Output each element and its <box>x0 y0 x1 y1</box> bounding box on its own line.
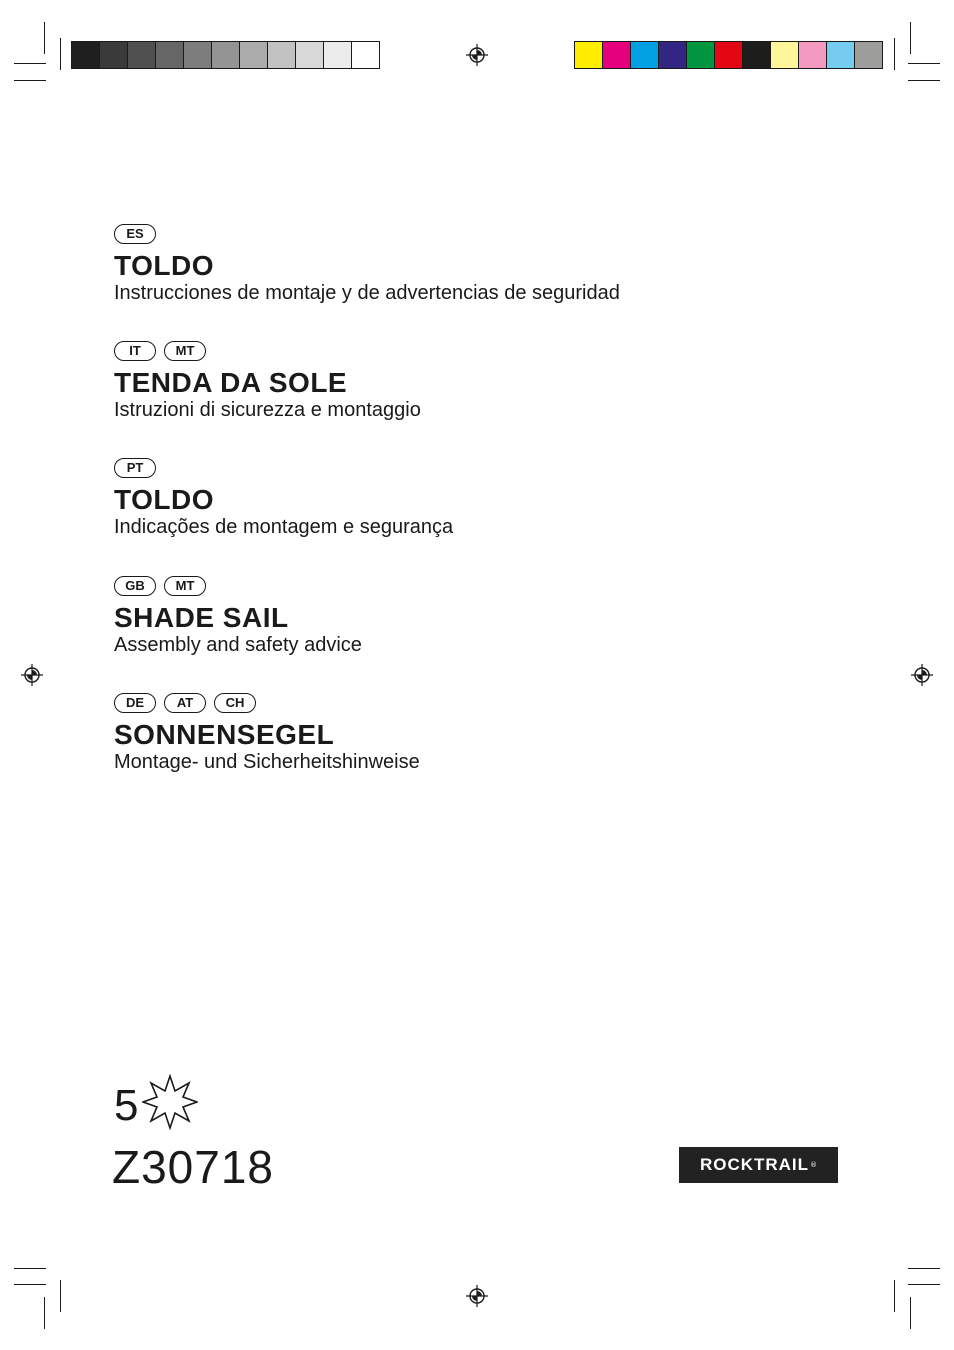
language-section-gb <box>114 576 814 657</box>
color-swatch <box>743 42 771 68</box>
language-badges <box>114 341 814 361</box>
color-calibration-bar <box>574 41 883 69</box>
registration-mark-icon <box>466 1285 488 1307</box>
color-swatch <box>296 42 324 68</box>
brand-logo <box>679 1147 838 1183</box>
language-section-es <box>114 224 814 305</box>
crop-mark <box>910 1297 911 1329</box>
product-subtitle: Indicações de montagem e segurança <box>114 516 454 538</box>
color-swatch <box>631 42 659 68</box>
crop-mark <box>44 1297 45 1329</box>
crop-mark <box>894 1280 895 1312</box>
language-badges <box>114 576 814 596</box>
product-subtitle: Istruzioni di sicurezza e montaggio <box>114 399 421 421</box>
gray-calibration-bar <box>71 41 380 69</box>
product-title: TOLDO <box>114 484 214 515</box>
language-badge: DE <box>114 693 156 713</box>
crop-mark <box>908 1284 940 1285</box>
language-badge: MT <box>164 341 206 361</box>
color-swatch <box>240 42 268 68</box>
color-swatch <box>268 42 296 68</box>
language-section-pt <box>114 458 814 539</box>
language-section-it <box>114 341 814 422</box>
crop-mark <box>908 63 940 64</box>
crop-mark <box>14 80 46 81</box>
color-swatch <box>715 42 743 68</box>
language-badges <box>114 693 814 713</box>
crop-mark <box>60 38 61 70</box>
color-swatch <box>827 42 855 68</box>
color-swatch <box>100 42 128 68</box>
product-subtitle: Instrucciones de montaje y de advertencias de seguridad <box>114 282 620 304</box>
issue-row <box>114 1074 198 1130</box>
language-badges <box>114 224 814 244</box>
issue-number: 5 <box>114 1081 139 1130</box>
color-swatch <box>799 42 827 68</box>
color-swatch <box>212 42 240 68</box>
registration-mark-icon <box>21 664 43 686</box>
color-swatch <box>659 42 687 68</box>
crop-mark <box>14 63 46 64</box>
product-code: Z30718 <box>112 1141 275 1193</box>
color-swatch <box>184 42 212 68</box>
registered-mark: ® <box>810 1161 818 1169</box>
crop-mark <box>894 38 895 70</box>
language-badge: PT <box>114 458 156 478</box>
crop-mark <box>14 1284 46 1285</box>
product-title: TOLDO <box>114 250 214 281</box>
language-badge: CH <box>214 693 256 713</box>
registration-mark-icon <box>466 44 488 66</box>
crop-mark <box>908 1268 940 1269</box>
crop-mark <box>910 22 911 54</box>
language-badge: AT <box>164 693 206 713</box>
color-swatch <box>575 42 603 68</box>
language-badge: GB <box>114 576 156 596</box>
crop-mark <box>44 22 45 54</box>
brand-name: ROCKTRAIL <box>699 1155 810 1174</box>
registration-mark-icon <box>911 664 933 686</box>
color-swatch <box>855 42 882 68</box>
crop-mark <box>14 1268 46 1269</box>
product-title: TENDA DA SOLE <box>114 367 348 398</box>
language-badge: ES <box>114 224 156 244</box>
star-icon <box>142 1074 198 1130</box>
crop-mark <box>60 1280 61 1312</box>
language-badges <box>114 458 814 478</box>
product-title: SONNENSEGEL <box>114 719 335 750</box>
color-swatch <box>603 42 631 68</box>
color-swatch <box>156 42 184 68</box>
color-swatch <box>687 42 715 68</box>
color-swatch <box>72 42 100 68</box>
language-badge: MT <box>164 576 206 596</box>
crop-mark <box>908 80 940 81</box>
language-section-de <box>114 693 814 774</box>
product-subtitle: Montage- und Sicherheitshinweise <box>114 751 420 773</box>
color-swatch <box>324 42 352 68</box>
product-subtitle: Assembly and safety advice <box>114 634 362 656</box>
color-swatch <box>128 42 156 68</box>
color-swatch <box>771 42 799 68</box>
language-badge: IT <box>114 341 156 361</box>
color-swatch <box>352 42 379 68</box>
product-title: SHADE SAIL <box>114 602 289 633</box>
